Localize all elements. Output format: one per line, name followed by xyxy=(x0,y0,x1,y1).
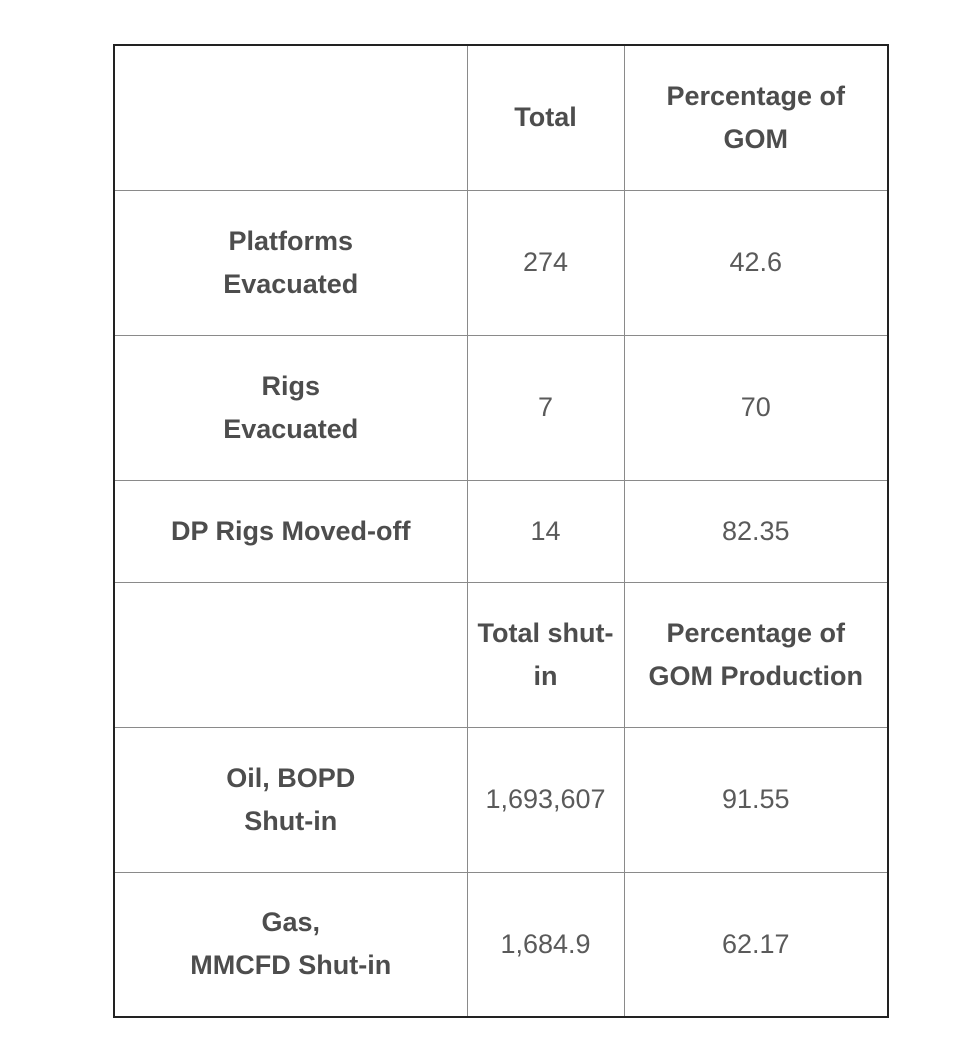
row-label-line1: Gas, xyxy=(261,907,321,938)
header-total: Total xyxy=(467,45,624,190)
header-percentage-line1: Percentage of xyxy=(666,80,846,111)
table-row xyxy=(114,727,888,872)
row-percent: 91.55 xyxy=(624,727,888,872)
row-total: 1,693,607 xyxy=(467,727,624,872)
row-label-line2: Shut-in xyxy=(244,805,338,836)
table-row xyxy=(114,190,888,335)
shut-in-statistics-table xyxy=(113,44,889,1018)
row-total: 274 xyxy=(467,190,624,335)
subheader-empty-cell xyxy=(114,582,467,727)
row-total: 1,684.9 xyxy=(467,872,624,1017)
row-percent: 70 xyxy=(624,335,888,480)
subheader-percentage-line2: GOM Production xyxy=(648,660,863,691)
table-row xyxy=(114,872,888,1017)
subheader-percentage-production xyxy=(624,582,888,727)
row-total: 14 xyxy=(467,480,624,582)
table-row xyxy=(114,480,888,582)
subheader-total-shut-in xyxy=(467,582,624,727)
table-subheader-row xyxy=(114,582,888,727)
subheader-percentage-line1: Percentage of xyxy=(666,617,846,648)
row-label-line1: Rigs xyxy=(261,370,320,401)
row-label-line1: Oil, BOPD xyxy=(226,762,356,793)
header-percentage-line2: GOM xyxy=(723,123,788,154)
row-label: DP Rigs Moved-off xyxy=(114,480,467,582)
row-label xyxy=(114,872,467,1017)
header-percentage xyxy=(624,45,888,190)
row-label-line1: Platforms xyxy=(228,225,354,256)
subheader-total-line1: Total shut- xyxy=(477,617,614,648)
row-percent: 42.6 xyxy=(624,190,888,335)
row-label xyxy=(114,335,467,480)
row-total: 7 xyxy=(467,335,624,480)
row-label xyxy=(114,727,467,872)
header-empty-cell xyxy=(114,45,467,190)
table-row xyxy=(114,335,888,480)
subheader-total-line2: in xyxy=(533,660,558,691)
row-percent: 62.17 xyxy=(624,872,888,1017)
row-percent: 82.35 xyxy=(624,480,888,582)
row-label-line2: Evacuated xyxy=(223,413,359,444)
row-label-line2: MMCFD Shut-in xyxy=(190,950,392,981)
row-label xyxy=(114,190,467,335)
table-header-row xyxy=(114,45,888,190)
row-label-line2: Evacuated xyxy=(223,268,359,299)
